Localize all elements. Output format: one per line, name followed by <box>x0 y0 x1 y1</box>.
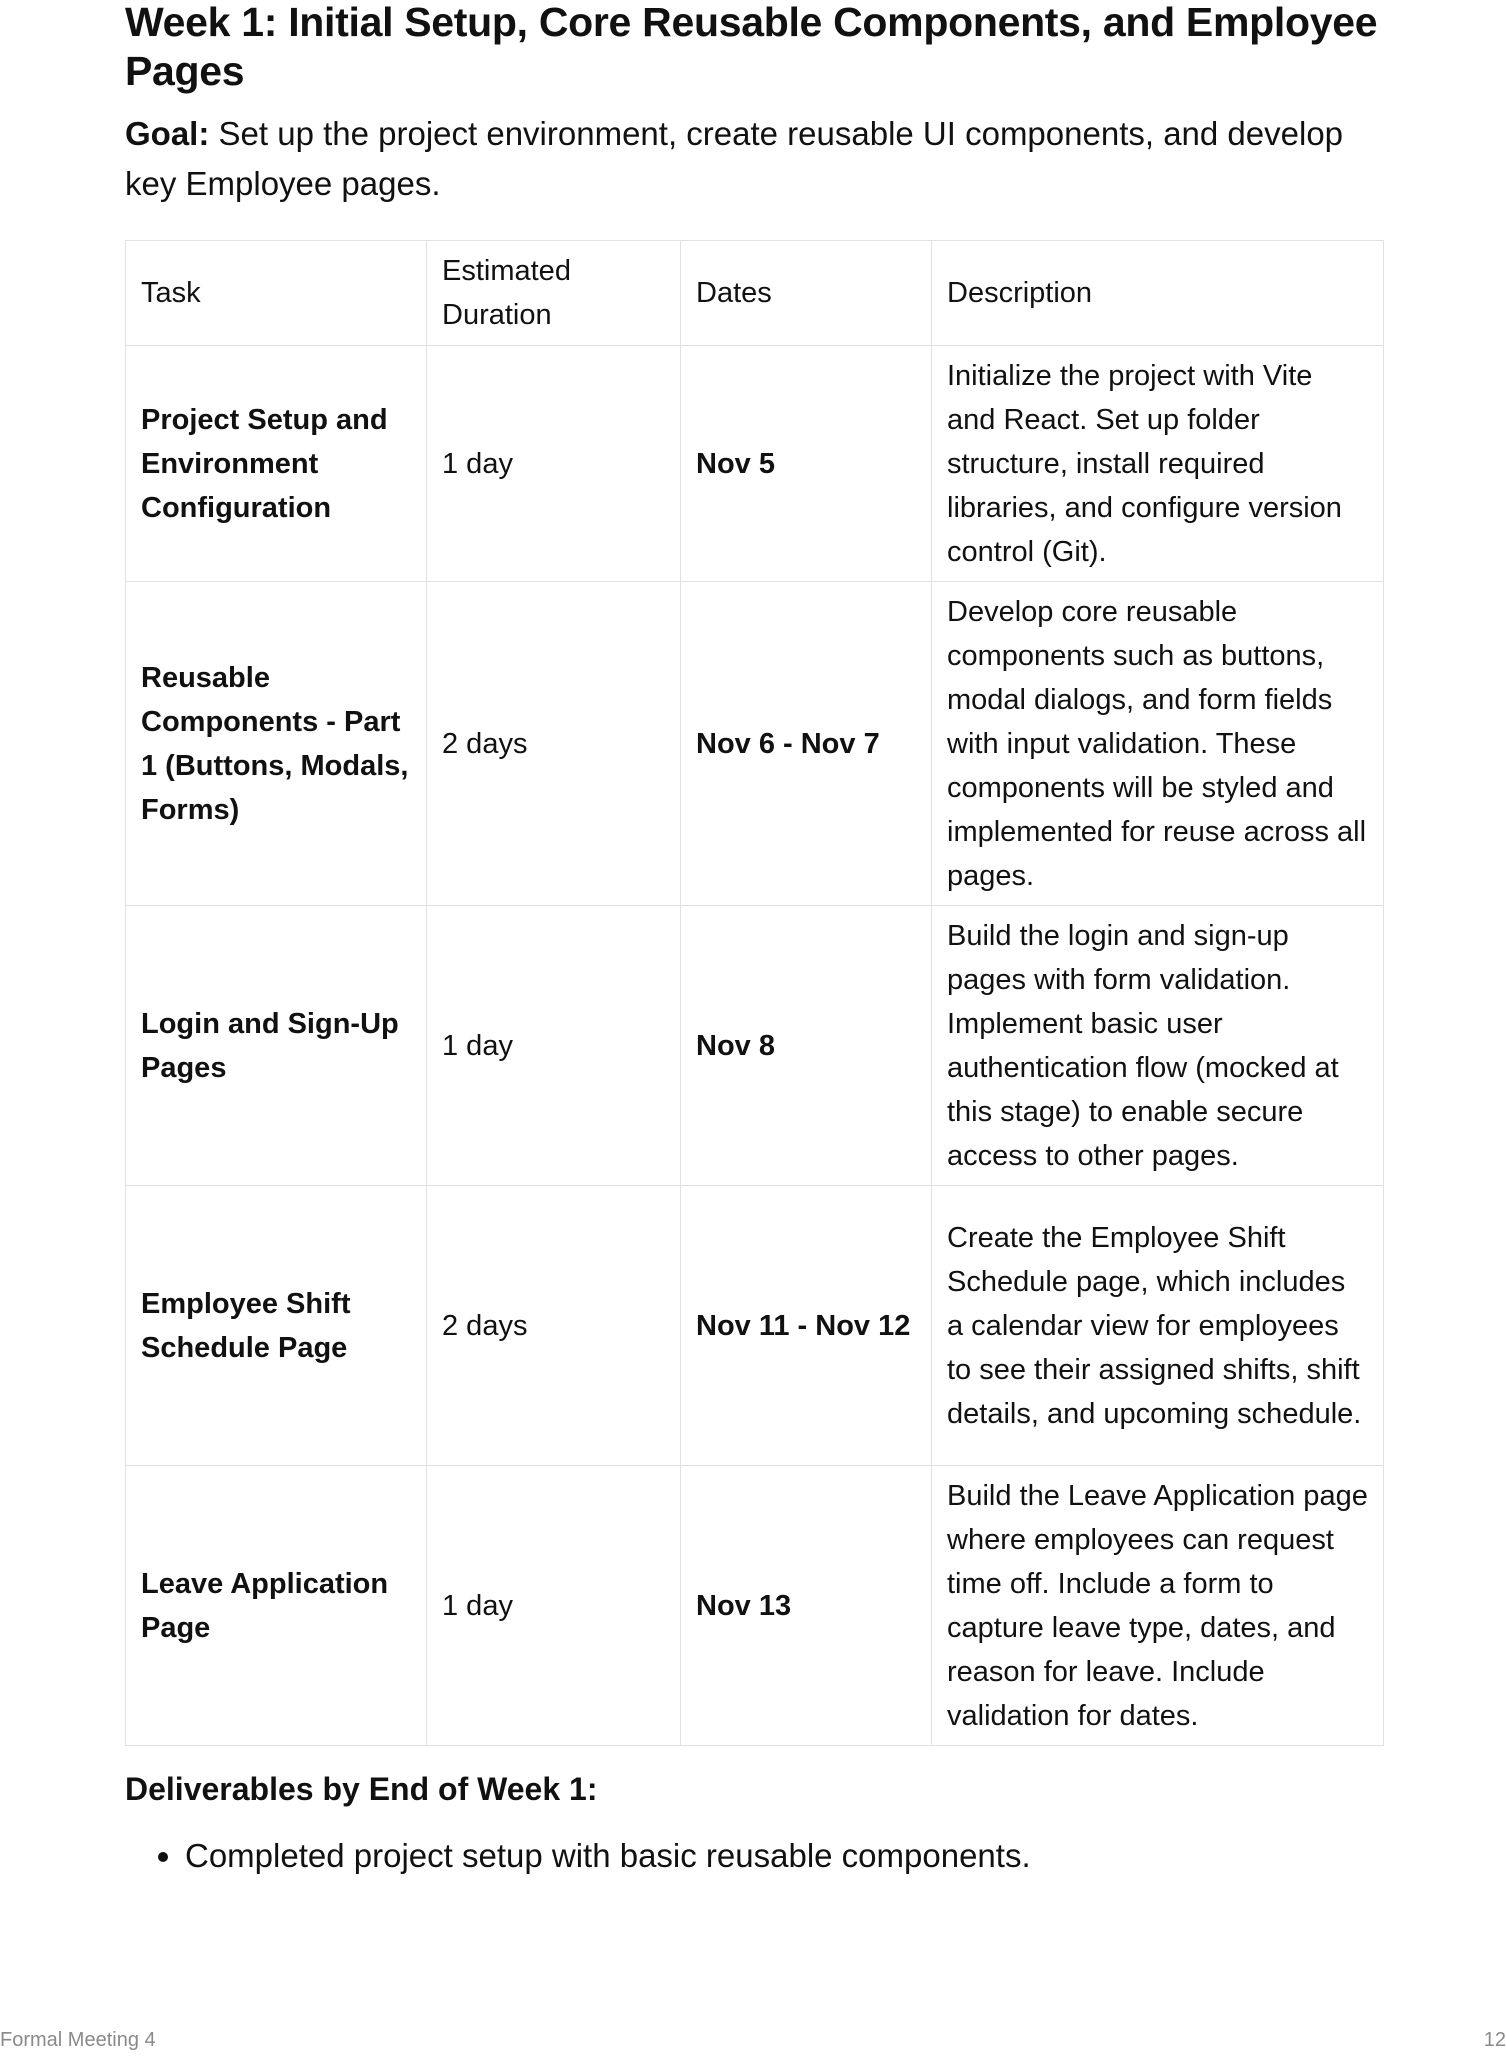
description-cell: Initialize the project with Vite and React. Set up folder structure, install required libraries, and configure version control (Git). <box>932 346 1384 582</box>
deliverables-heading: Deliverables by End of Week 1: <box>125 1771 598 1807</box>
goal-label: Goal: <box>125 115 210 152</box>
task-cell: Reusable Components - Part 1 (Buttons, Modals, Forms) <box>126 582 427 906</box>
description-cell: Develop core reusable components such as buttons, modal dialogs, and form fields with input validation. These components will be styled and implemented for reuse across all pages. <box>932 582 1384 906</box>
duration-cell: 2 days <box>427 582 681 906</box>
table-row <box>126 906 1384 1186</box>
task-cell: Leave Application Page <box>126 1466 427 1746</box>
duration-cell: 1 day <box>427 1466 681 1746</box>
description-cell: Create the Employee Shift Schedule page, which includes a calendar view for employees to see their assigned shifts, shift details, and upcoming schedule. <box>932 1186 1384 1466</box>
duration-cell: 1 day <box>427 906 681 1186</box>
dates-cell: Nov 13 <box>681 1466 932 1746</box>
table-row <box>126 582 1384 906</box>
page-title: Week 1: Initial Setup, Core Reusable Components, and Employee Pages <box>125 0 1378 94</box>
table-row <box>126 1186 1384 1466</box>
deliverables-list <box>125 1834 1383 1878</box>
table-row <box>126 346 1384 582</box>
dates-cell: Nov 6 - Nov 7 <box>681 582 932 906</box>
description-cell: Build the login and sign-up pages with form validation. Implement basic user authentication flow (mocked at this stage) to enable secure access to other pages. <box>932 906 1384 1186</box>
task-cell: Project Setup and Environment Configuration <box>126 346 427 582</box>
duration-cell: 2 days <box>427 1186 681 1466</box>
document-page <box>125 0 1383 1878</box>
column-header-description: Description <box>932 241 1384 346</box>
task-cell: Login and Sign-Up Pages <box>126 906 427 1186</box>
goal-text: Set up the project environment, create reusable UI components, and develop key Employee pages. <box>125 115 1344 202</box>
dates-cell: Nov 8 <box>681 906 932 1186</box>
table-header-row <box>126 241 1384 346</box>
list-item: • Completed project setup with basic reusable components. <box>185 1834 1383 1878</box>
dates-cell: Nov 5 <box>681 346 932 582</box>
task-cell: Employee Shift Schedule Page <box>126 1186 427 1466</box>
table-row <box>126 1466 1384 1746</box>
column-header-duration: Estimated Duration <box>427 241 681 346</box>
duration-cell: 1 day <box>427 346 681 582</box>
footer-document-title: Formal Meeting 4 <box>0 2029 156 2051</box>
goal-paragraph <box>125 109 1383 209</box>
description-cell: Build the Leave Application page where employees can request time off. Include a form to capture leave type, dates, and reason for leave. Include validation for dates. <box>932 1466 1384 1746</box>
footer-page-number: 12 <box>1483 2029 1506 2051</box>
column-header-task: Task <box>126 241 427 346</box>
column-header-dates: Dates <box>681 241 932 346</box>
dates-cell: Nov 11 - Nov 12 <box>681 1186 932 1466</box>
task-table <box>125 240 1384 1746</box>
